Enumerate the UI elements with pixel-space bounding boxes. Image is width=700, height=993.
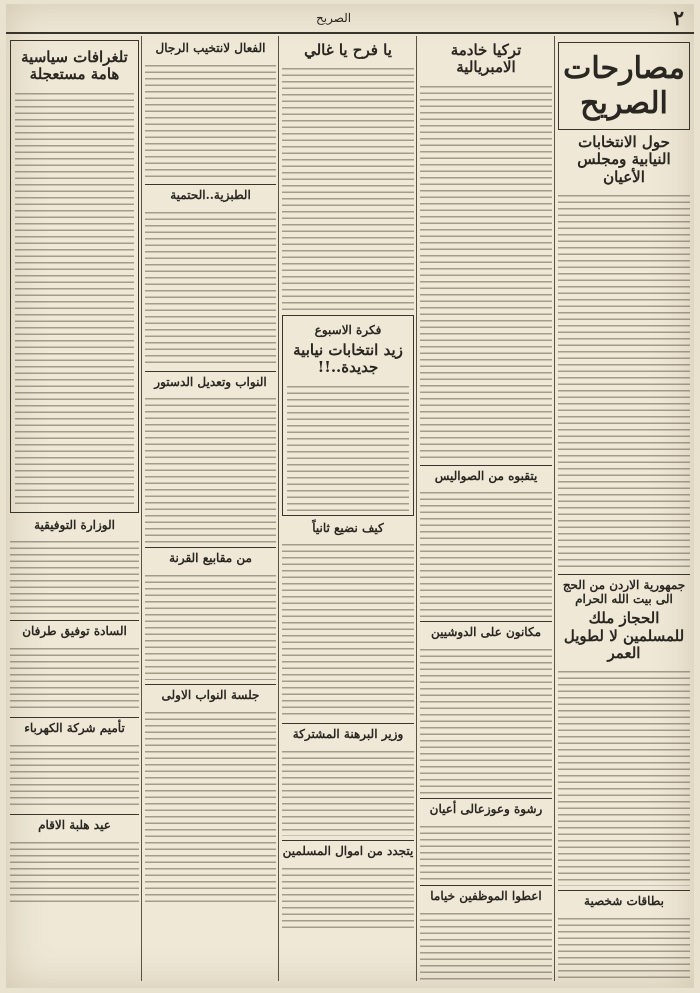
article-text (10, 643, 139, 713)
article-text (10, 740, 139, 810)
headline: يا فرح يا غالي (304, 41, 392, 59)
headline: يتقبوه من الصواليس (434, 468, 538, 483)
headline: رشوة وعوزعالى أعيان (429, 802, 543, 817)
article-text (420, 644, 552, 794)
article-text (558, 190, 690, 570)
column-3 (282, 38, 414, 982)
column-divider (278, 36, 279, 981)
headline: الفعال لانتخيب الرجال (155, 41, 266, 55)
article-text (558, 666, 690, 886)
article-text (558, 913, 690, 982)
paper-name: الصريح (316, 11, 352, 25)
headline: وزير البرهنة المشتركة (292, 727, 404, 742)
article-text (145, 393, 276, 543)
headline: مكانون على الدوشيين (430, 625, 542, 640)
article-text (282, 863, 414, 933)
article-text (287, 381, 409, 511)
article-text (282, 746, 414, 836)
telegram-box (10, 40, 139, 513)
masthead (6, 4, 694, 34)
column-divider (416, 36, 417, 981)
headline: الوزارة التوفيقية (34, 517, 115, 532)
column-2 (420, 38, 552, 982)
headline: تلغرافات سياسية هامة مستعجلة (21, 48, 128, 84)
headline: تركيا خادمة الامبريالية (450, 41, 522, 77)
headline: بطاقات شخصية (584, 894, 664, 909)
headline: النواب وتعديل الدستور (154, 374, 267, 389)
column-divider (141, 36, 142, 981)
article-text (10, 837, 139, 907)
article-text (282, 63, 414, 313)
article-text (420, 487, 552, 617)
headline: عيد هلبة الاقام (38, 817, 111, 832)
headline: كيف نضيع ثانياً (312, 520, 384, 535)
headline: جلسة النواب الاولى (161, 688, 260, 703)
headline: تأميم شركة الكهرباء (24, 721, 125, 736)
headline: السادة توفيق طرفان (22, 624, 127, 639)
article-text (10, 536, 139, 616)
column-logo: مصارحات الصريح (558, 42, 690, 130)
headline: من مقابيع القرنة (169, 551, 252, 566)
article-text (145, 60, 276, 180)
column-4 (145, 38, 276, 982)
article-text (420, 908, 552, 982)
headline: الحجاز ملك للمسلمين لا لطويل العمر (563, 609, 685, 662)
column-1 (558, 38, 690, 982)
headline: اعطوا الموظفين خياما (430, 888, 542, 903)
article-text (145, 570, 276, 680)
page-number: ٢ (673, 6, 684, 30)
headline: زيد انتخابات نيابية جديدة..!! (293, 341, 403, 377)
article-text (145, 707, 276, 907)
newspaper-page (6, 4, 694, 988)
headline: حول الانتخابات النيابية ومجلس الأعيان (577, 133, 671, 186)
column-5 (10, 38, 139, 982)
headline: جمهورية الاردن من الحج الى بيت الله الحرام (562, 577, 686, 606)
headline: يتجدد من اموال المسلمين (282, 844, 414, 859)
article-text (15, 88, 134, 508)
article-text (420, 81, 552, 461)
article-text (282, 539, 414, 719)
headline: فكرة الاسبوع (314, 323, 382, 338)
article-text (145, 207, 276, 367)
headline: الطبزية..الحتمية (170, 187, 251, 202)
article-text (420, 821, 552, 881)
week-box (282, 315, 414, 515)
column-divider (554, 36, 555, 981)
